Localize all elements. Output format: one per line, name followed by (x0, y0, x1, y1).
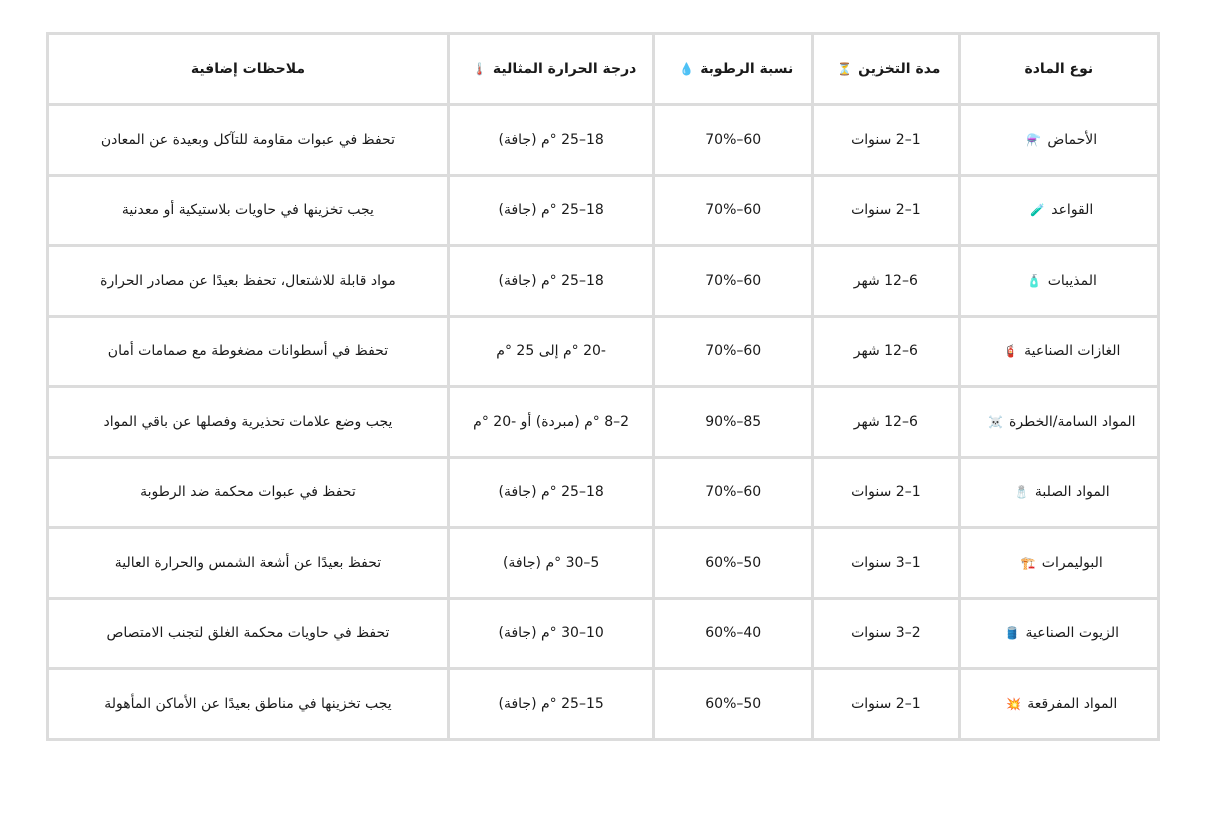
humidity-cell (654, 316, 813, 387)
duration-cell (813, 246, 960, 317)
temperature-cell-text: 15–25 °م (جافة) (498, 695, 604, 712)
humidity-cell (654, 175, 813, 246)
duration-cell-text: 1–2 سنوات (851, 484, 921, 501)
table-row (48, 457, 1159, 528)
table-row (48, 175, 1159, 246)
duration-cell-text: 6–12 شهر (853, 343, 918, 360)
notes-cell-text: مواد قابلة للاشتعال، تحفظ بعيدًا عن مصادر الحرارة (100, 272, 396, 289)
humidity-cell (654, 528, 813, 599)
type-cell (959, 669, 1158, 740)
notes-cell-text: تحفظ في حاويات محكمة الغلق لتجنب الامتصاص (106, 625, 390, 642)
duration-cell (813, 669, 960, 740)
notes-cell (48, 316, 449, 387)
type-cell-text: المواد المفرقعة (1027, 695, 1118, 712)
humidity-cell-text: 60–70% (705, 131, 762, 148)
humidity-cell-text: 50–60% (705, 554, 762, 571)
header-row (48, 34, 1159, 105)
notes-cell (48, 457, 449, 528)
type-cell-text: المذيبات (1047, 272, 1097, 289)
notes-cell-text: تحفظ في عبوات مقاومة للتآكل وبعيدة عن المعادن (100, 131, 395, 148)
humidity-cell (654, 246, 813, 317)
duration-cell (813, 387, 960, 458)
notes-cell (48, 598, 449, 669)
duration-cell (813, 528, 960, 599)
humidity-cell (654, 669, 813, 740)
humidity-cell (654, 105, 813, 176)
skull-crossbones-icon: ☠️ (988, 414, 1004, 429)
type-cell (959, 528, 1158, 599)
temperature-cell-text: 18–25 °م (جافة) (498, 484, 604, 501)
table-row (48, 528, 1159, 599)
notes-cell-text: يجب تخزينها في حاويات بلاستيكية أو معدنية (121, 202, 374, 219)
table-row (48, 387, 1159, 458)
notes-cell (48, 669, 449, 740)
type-cell (959, 316, 1158, 387)
notes-cell-text: تحفظ بعيدًا عن أشعة الشمس والحرارة العالية (114, 554, 382, 571)
table-row (48, 316, 1159, 387)
notes-cell (48, 387, 449, 458)
type-cell-text: البوليمرات (1041, 554, 1103, 571)
duration-cell-text: 2–3 سنوات (851, 625, 921, 642)
humidity-cell (654, 387, 813, 458)
humidity-cell (654, 598, 813, 669)
duration-cell-text: 1–2 سنوات (851, 695, 921, 712)
humidity-cell-text: 40–60% (705, 625, 762, 642)
type-cell (959, 246, 1158, 317)
temperature-cell (448, 105, 654, 176)
table-header (48, 34, 1159, 105)
lotion-bottle-icon: 🧴 (1026, 273, 1042, 288)
header-humidity (654, 34, 813, 105)
duration-cell-text: 1–3 سنوات (851, 554, 921, 571)
notes-cell (48, 105, 449, 176)
humidity-cell-text: 60–70% (705, 484, 762, 501)
humidity-cell-text: 50–60% (705, 695, 762, 712)
hourglass-icon: ⏳ (837, 62, 853, 76)
temperature-cell (448, 528, 654, 599)
oil-drum-icon: 🛢️ (1004, 626, 1020, 641)
duration-cell (813, 175, 960, 246)
type-cell-text: الأحماض (1047, 131, 1098, 148)
humidity-cell-text: 85–90% (705, 413, 762, 430)
explosion-icon: 💥 (1006, 696, 1022, 711)
duration-cell-text: 1–2 سنوات (851, 131, 921, 148)
temperature-cell-text: 18–25 °م (جافة) (498, 202, 604, 219)
temperature-cell (448, 175, 654, 246)
duration-cell-text: 6–12 شهر (853, 272, 918, 289)
temperature-cell (448, 316, 654, 387)
temperature-cell-text: 18–25 °م (جافة) (498, 272, 604, 289)
duration-cell (813, 598, 960, 669)
thermometer-icon: 🌡️ (471, 62, 487, 76)
table-row (48, 246, 1159, 317)
notes-cell-text: تحفظ في أسطوانات مضغوطة مع صمامات أمان (107, 343, 389, 360)
temperature-cell-text: 10–30 °م (جافة) (498, 625, 604, 642)
type-cell (959, 457, 1158, 528)
type-cell-text: الغازات الصناعية (1024, 343, 1121, 360)
notes-cell-text: يجب تخزينها في مناطق بعيدًا عن الأماكن المأهولة (104, 695, 392, 712)
table-row (48, 669, 1159, 740)
alembic-icon: ⚗️ (1026, 132, 1042, 147)
temperature-cell (448, 598, 654, 669)
header-notes (48, 34, 449, 105)
duration-cell (813, 316, 960, 387)
temperature-cell-text: -20 °م إلى 25 °م (496, 343, 606, 360)
temperature-cell (448, 387, 654, 458)
duration-cell (813, 105, 960, 176)
header-type (959, 34, 1158, 105)
type-cell (959, 105, 1158, 176)
type-cell-text: المواد السامة/الخطرة (1009, 413, 1136, 430)
duration-cell-text: 1–2 سنوات (851, 202, 921, 219)
storage-table (46, 32, 1160, 741)
notes-cell (48, 246, 449, 317)
type-cell (959, 387, 1158, 458)
construction-crane-icon: 🏗️ (1020, 555, 1036, 570)
duration-cell-text: 6–12 شهر (853, 413, 918, 430)
humidity-cell-text: 60–70% (705, 343, 762, 360)
type-cell (959, 175, 1158, 246)
header-label: نوع المادة (1024, 61, 1094, 77)
notes-cell-text: تحفظ في عبوات محكمة ضد الرطوبة (140, 484, 356, 501)
salt-shaker-icon: 🧂 (1013, 485, 1029, 500)
temperature-cell-text: 2–8 °م (مبردة) أو -20 °م (473, 413, 630, 430)
header-duration (813, 34, 960, 105)
duration-cell (813, 457, 960, 528)
test-tube-icon: 🧪 (1030, 203, 1046, 218)
humidity-cell-text: 60–70% (705, 272, 762, 289)
table-body (48, 105, 1159, 740)
table-row (48, 105, 1159, 176)
header-label: نسبة الرطوبة (700, 61, 794, 77)
temperature-cell-text: 18–25 °م (جافة) (498, 131, 604, 148)
humidity-cell (654, 457, 813, 528)
fire-extinguisher-icon: 🧯 (1003, 344, 1019, 359)
table-row (48, 598, 1159, 669)
humidity-cell-text: 60–70% (705, 202, 762, 219)
temperature-cell (448, 669, 654, 740)
notes-cell (48, 175, 449, 246)
droplet-icon: 💧 (679, 62, 695, 76)
type-cell (959, 598, 1158, 669)
temperature-cell (448, 457, 654, 528)
header-label: ملاحظات إضافية (190, 61, 306, 77)
type-cell-text: الزيوت الصناعية (1025, 625, 1120, 642)
temperature-cell-text: 5–30 °م (جافة) (502, 554, 600, 571)
notes-cell-text: يجب وضع علامات تحذيرية وفصلها عن باقي المواد (103, 413, 393, 430)
header-label: مدة التخزين (858, 61, 941, 77)
type-cell-text: المواد الصلبة (1034, 484, 1110, 501)
notes-cell (48, 528, 449, 599)
type-cell-text: القواعد (1051, 202, 1094, 219)
header-temperature (448, 34, 654, 105)
header-label: درجة الحرارة المثالية (492, 61, 637, 77)
temperature-cell (448, 246, 654, 317)
